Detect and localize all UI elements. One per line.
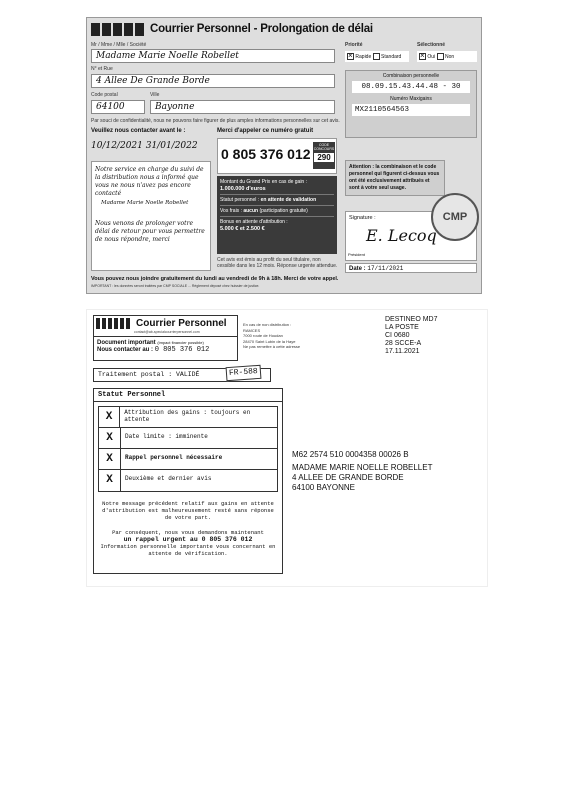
name-field: Madame Marie Noelle Robellet (91, 49, 335, 63)
treatment-box: Traitement postal : VALIDÉ FR-588 (93, 368, 271, 382)
priority-rapide-checkbox[interactable] (347, 53, 354, 60)
priority-group: × Rapide Standard (345, 51, 409, 62)
envelope-brand-block: Courrier Personnel contact@ab-specialcourrierpersonnel.com Document important (impact financier possible) Nous contacter au : 0 805 376 012 (93, 315, 238, 361)
form-title: Courrier Personnel - Prolongation de délai (150, 23, 373, 35)
status-title: Statut Personnel (94, 389, 282, 402)
combination-panel: Combinaison personnelle 08.09.15.43.44.48 - 30 Numéro Maxigains MX2110564563 (345, 70, 477, 138)
status-panel (93, 388, 283, 574)
priority-label: Priorité (345, 42, 363, 48)
urgent-request: Par conséquent, nous vous demandons maintenant un rappel urgent au 0 805 376 012 Information personnelle importante vous concernant en attente de vérification. (100, 529, 276, 557)
confidentiality-note: Par souci de confidentialité, nous ne pouvons faire figurer de plus amples informations personnelles sur cet avis. (91, 118, 340, 124)
prolongation-form (86, 17, 482, 294)
city-field: Bayonne (150, 100, 335, 114)
selected-label: Sélectionné (417, 42, 446, 48)
postal-label: Code postal (91, 92, 118, 98)
important-note: IMPORTANT : les données seront traitées par CMP SOCIALE ... Règlement déposé chez huissier de justice. (91, 284, 260, 288)
barcode-line: M62 2574 510 0004358 00026 B (292, 450, 409, 459)
signature-image: E. Lecoq (366, 226, 437, 245)
sender-address: En cas de non distribution : RAMCES 7000 route de Houdan 28470 Saint Lubin de la Haye Ne pas remettre à cette adresse (243, 322, 301, 349)
offer-note: Cet avis est émis au profit du seul titulaire, non cessible dans les 12 mois. Réponse urgente attendue. (217, 257, 338, 269)
selected-oui-checkbox[interactable] (419, 53, 426, 60)
attention-note: Attention : la combinaison et le code personnel qui figurent ci-dessus vous ont été exclusivement attribués et sont à votre seul usage. (345, 160, 445, 196)
code-concours-badge: CODE CONCOURS 290 (313, 142, 335, 169)
status-item: X Deuxième et dernier avis (99, 470, 277, 491)
form-header (91, 21, 477, 37)
status-item: X Rappel personnel nécessaire (99, 449, 277, 470)
envelope (86, 309, 488, 587)
street-label: N° et Rue (91, 66, 113, 72)
cmp-seal-stamp: CMP (431, 193, 479, 241)
phone-number: 0 805 376 012 (221, 146, 311, 162)
treatment-code-stamp: FR-588 (226, 365, 262, 381)
selected-non-checkbox[interactable] (437, 53, 444, 60)
brand-bars-logo (91, 23, 144, 36)
status-item: X Date limite : imminente (99, 428, 277, 449)
hours-note: Vous pouvez nous joindre gratuitement du lundi au vendredi de 9h à 18h. Merci de votre appel. (91, 276, 339, 282)
prize-panel: Montant du Grand Prix en cas de gain : 1.000.000 d'euros Statut personnel : en attente de validation Vos frais : aucun (participation gratuite) Bonus en attente d'attribution : 5.000 € et 2.500 € (217, 176, 337, 254)
priority-standard-checkbox[interactable] (373, 53, 380, 60)
signature-box: Signature : E. Lecoq Président (345, 211, 477, 261)
status-list (98, 406, 278, 492)
contact-before-label: Veuillez nous contacter avant le : (91, 128, 186, 134)
selected-group: × Oui Non (417, 51, 477, 62)
call-label: Merci d'appeler ce numéro gratuit (217, 128, 314, 134)
status-item: X Attribution des gains : toujours en attente (99, 407, 277, 428)
contact-message: Notre service en charge du suivi de la distribution nous a informé que vous ne nous n'avez pas encore contacté (95, 166, 204, 197)
name-label: Mr / Mme / Mlle / Société (91, 42, 147, 48)
brand-bars-logo (96, 318, 130, 329)
date-box: Date : 17/11/2021 (345, 263, 477, 273)
contact-before-date: 10/12/2021 31/01/2022 (91, 141, 198, 151)
postal-field: 64100 (91, 100, 145, 114)
envelope-brand: Courrier Personnel (136, 317, 227, 329)
extension-message: Nous venons de prolonger votre délai de retour pour vous permettre de nous répondre, merci (95, 220, 205, 243)
city-label: Ville (150, 92, 160, 98)
status-message: Notre message précédent relatif aux gains en attente d'attribution est malheureusement resté sans réponse de votre part. (102, 500, 274, 521)
postage-mark: DESTINEO MD7 LA POSTE CI 0680 28 SCCE-A 17.11.2021 (385, 316, 438, 355)
recipient-block: M62 2574 510 0004358 00026 B MADAME MARIE NOELLE ROBELLET 4 ALLEE DE GRANDE BORDE 64100 BAYONNE (292, 450, 433, 492)
street-field: 4 Allee De Grande Borde (91, 74, 335, 88)
contact-signature: Madame Marie Noelle Robellet (101, 200, 189, 206)
